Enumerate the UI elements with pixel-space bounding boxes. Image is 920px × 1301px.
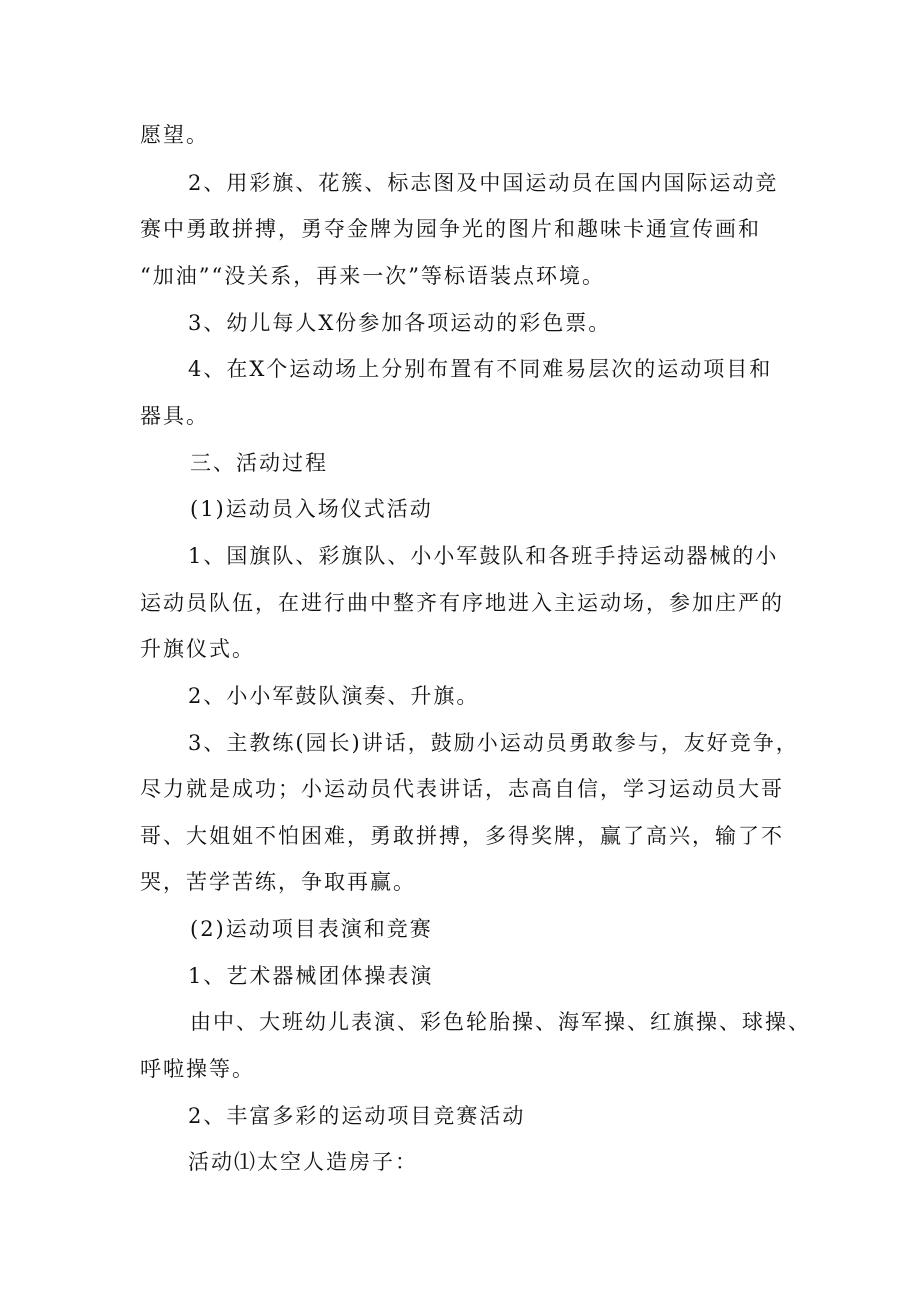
paragraph-line: 升旗仪式。 [140, 637, 255, 661]
paragraph-line: 呼啦操等。 [140, 1057, 255, 1081]
paragraph-line: 3、幼儿每人X份参加各项运动的彩色票。 [188, 311, 612, 335]
paragraph-line: 活动⑴太空人造房子： [188, 1150, 418, 1174]
paragraph-line: “加油”“没关系，再来一次”等标语装点环境。 [140, 264, 605, 288]
paragraph-line: 器具。 [140, 404, 209, 428]
paragraph-line: 3、主教练(园长)讲话，鼓励小运动员勇敢参与，友好竞争， [188, 731, 799, 755]
paragraph-line: 愿望。 [140, 123, 209, 147]
subsection-heading: (1)运动员入场仪式活动 [190, 497, 433, 521]
subsection-heading: (2)运动项目表演和竞赛 [190, 917, 433, 941]
section-heading: 三、活动过程 [190, 451, 328, 475]
paragraph-line: 由中、大班幼儿表演、彩色轮胎操、海军操、红旗操、球操、 [190, 1010, 811, 1034]
paragraph-line: 赛中勇敢拼搏，勇夺金牌为园争光的图片和趣味卡通宣传画和 [140, 217, 761, 241]
paragraph-line: 2、丰富多彩的运动项目竞赛活动 [188, 1104, 526, 1128]
paragraph-line: 1、国旗队、彩旗队、小小军鼓队和各班手持运动器械的小 [188, 544, 779, 568]
paragraph-line: 哭，苦学苦练，争取再赢。 [140, 870, 416, 894]
paragraph-line: 2、用彩旗、花簇、标志图及中国运动员在国内国际运动竞 [188, 171, 779, 195]
paragraph-line: 2、小小军鼓队演奏、升旗。 [188, 684, 480, 708]
paragraph-line: 尽力就是成功；小运动员代表讲话，志高自信，学习运动员大哥 [140, 777, 784, 801]
paragraph-line: 1、艺术器械团体操表演 [188, 964, 434, 988]
paragraph-line: 运动员队伍，在进行曲中整齐有序地进入主运动场，参加庄严的 [140, 591, 784, 615]
paragraph-line: 哥、大姐姐不怕困难，勇敢拼搏，多得奖牌，赢了高兴，输了不 [140, 824, 784, 848]
paragraph-line: 4、在X个运动场上分别布置有不同难易层次的运动项目和 [188, 357, 773, 381]
